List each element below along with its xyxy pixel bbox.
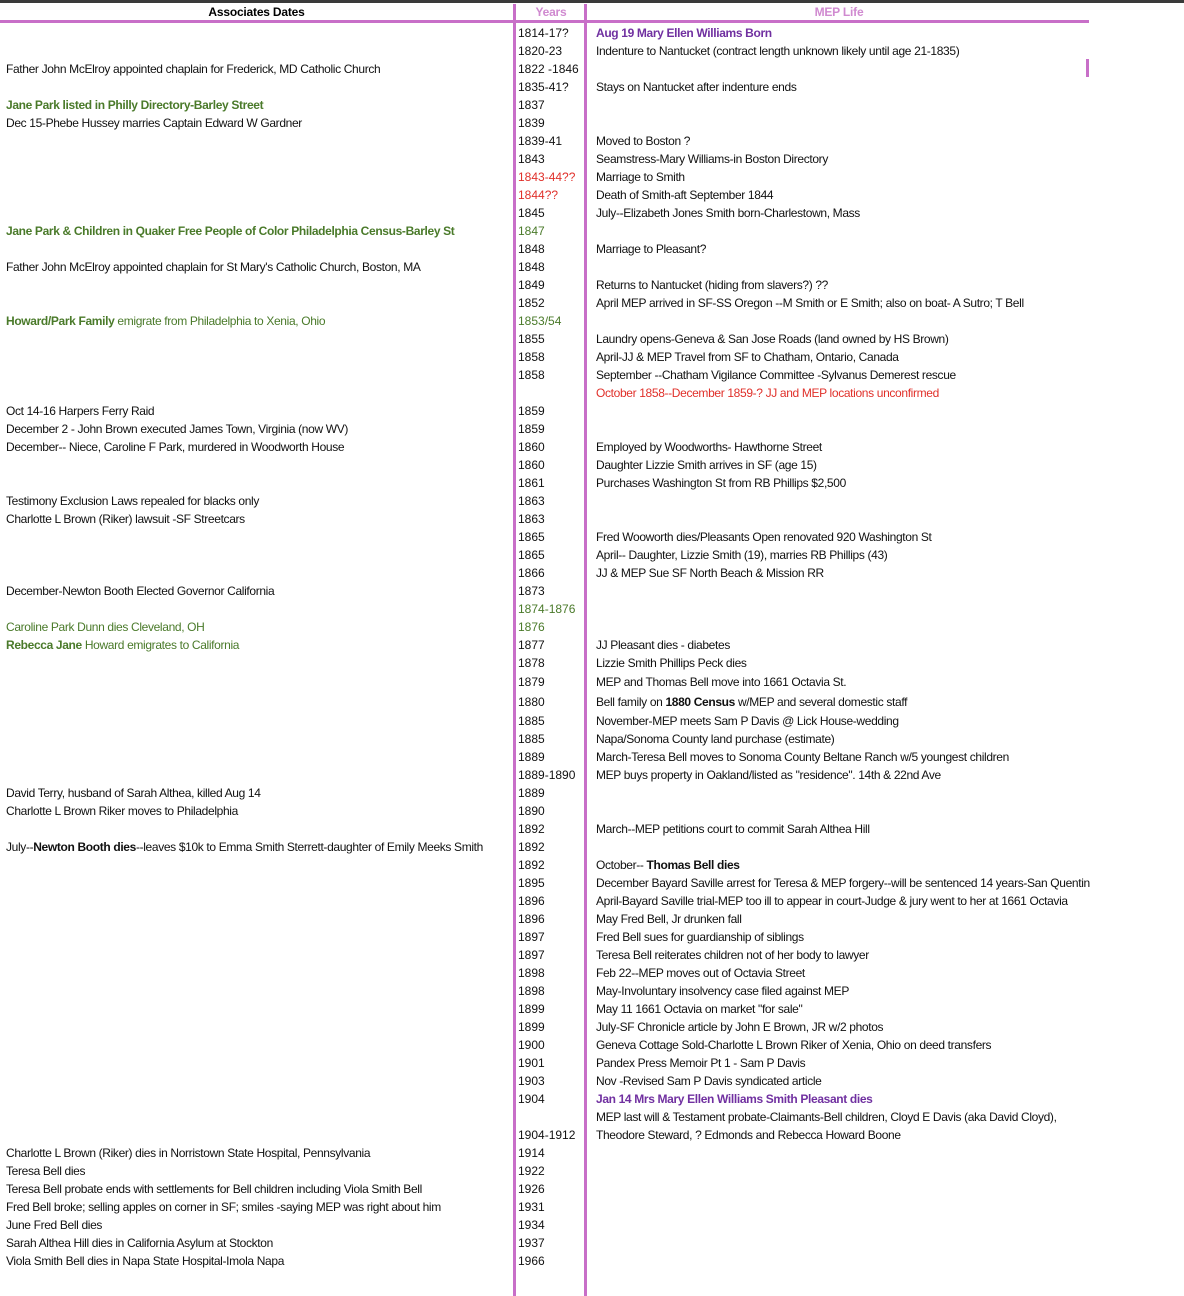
year-cell[interactable]: 1892 xyxy=(518,858,545,872)
associates-cell[interactable] xyxy=(6,1216,513,1234)
associates-cell-text: December-- Niece, Caroline F Park, murdered in Woodworth House xyxy=(6,440,345,454)
table-row xyxy=(0,96,1184,114)
mep-life-cell[interactable] xyxy=(596,438,1181,456)
associates-cell[interactable] xyxy=(6,802,513,820)
mep-life-cell[interactable] xyxy=(596,294,1181,312)
table-row xyxy=(0,712,1184,730)
table-row xyxy=(0,692,1184,712)
mep-life-cell-text: Nov -Revised Sam P Davis syndicated article xyxy=(596,1074,822,1088)
year-cell[interactable]: 1848 xyxy=(518,260,545,274)
year-cell[interactable]: 1877 xyxy=(518,638,545,652)
associates-cell-text: Howard/Park Family xyxy=(6,314,115,328)
table-row xyxy=(0,1252,1184,1270)
associates-cell-text: Howard emigrates to California xyxy=(81,638,240,652)
mep-life-cell-text: March-Teresa Bell moves to Sonoma County Beltane Ranch w/5 youngest children xyxy=(596,750,1009,764)
mep-life-cell[interactable] xyxy=(596,820,1181,838)
mep-life-cell-text: Napa/Sonoma County land purchase (estimate) xyxy=(596,732,835,746)
associates-cell-text: Rebecca Jane xyxy=(6,638,82,652)
table-row xyxy=(0,946,1184,964)
table-row xyxy=(0,330,1184,348)
mep-life-cell[interactable] xyxy=(596,856,1181,874)
year-cell[interactable]: 1839-41 xyxy=(518,134,563,148)
table-row xyxy=(0,312,1184,330)
mep-life-cell[interactable] xyxy=(596,204,1181,222)
associates-cell-text: Jane Park & Children in Quaker Free People of Color Philadelphia Census-Barley St xyxy=(6,224,455,238)
associates-cell[interactable] xyxy=(6,1252,513,1270)
mep-life-cell-text: JJ Pleasant dies - diabetes xyxy=(596,638,730,652)
mep-life-cell[interactable] xyxy=(596,366,1181,384)
year-cell[interactable]: 1898 xyxy=(518,966,545,980)
mep-life-cell-text: MEP last will & Testament probate-Claimants-Bell children, Cloyd E Davis (aka David Cloyd), Theodore Steward, ? Edmonds and Rebecca Howard Boone xyxy=(596,1110,1057,1142)
mep-life-cell[interactable] xyxy=(596,1036,1181,1054)
header-mep-life[interactable]: MEP Life xyxy=(814,5,864,19)
mep-life-cell-text: Marriage to Smith xyxy=(596,170,685,184)
year-cell[interactable]: 1843 xyxy=(518,152,545,166)
table-row xyxy=(0,258,1184,276)
year-cell[interactable]: 1896 xyxy=(518,912,545,926)
year-cell[interactable]: 1895 xyxy=(518,876,545,890)
mep-life-cell-text: Thomas Bell dies xyxy=(646,858,740,872)
table-row xyxy=(0,384,1184,402)
mep-life-cell[interactable] xyxy=(596,1054,1181,1072)
associates-cell-text: December-Newton Booth Elected Governor California xyxy=(6,584,275,598)
mep-life-cell-text: Indenture to Nantucket (contract length unknown likely until age 21-1835) xyxy=(596,44,960,58)
year-cell[interactable]: 1859 xyxy=(518,404,545,418)
table-row xyxy=(0,928,1184,946)
year-cell[interactable]: 1880 xyxy=(518,695,545,709)
year-cell[interactable]: 1892 xyxy=(518,840,545,854)
mep-life-cell[interactable] xyxy=(596,546,1181,564)
associates-cell[interactable] xyxy=(6,784,513,802)
mep-life-cell-text: Death of Smith-aft September 1844 xyxy=(596,188,774,202)
mep-life-cell-text: w/MEP and several domestic staff xyxy=(734,695,908,709)
mep-life-cell-text: JJ & MEP Sue SF North Beach & Mission RR xyxy=(596,566,824,580)
mep-life-cell[interactable] xyxy=(596,78,1181,96)
table-row xyxy=(0,60,1184,78)
associates-cell-text: --leaves $10k to Emma Smith Sterrett-daughter of Emily Meeks Smith xyxy=(135,840,483,854)
mep-life-cell-text: April-Bayard Saville trial-MEP too ill to appear in court-Judge & jury went to her at 1661 Octavia xyxy=(596,894,1068,908)
year-cell[interactable]: 1849 xyxy=(518,278,545,292)
table-row xyxy=(0,1072,1184,1090)
mep-life-cell-text: 1880 Census xyxy=(665,695,735,709)
associates-cell-text: Sarah Althea Hill dies in California Asylum at Stockton xyxy=(6,1236,273,1250)
associates-cell-text: Teresa Bell probate ends with settlements for Bell children including Viola Smith Bell xyxy=(6,1182,422,1196)
year-cell[interactable]: 1860 xyxy=(518,458,545,472)
table-row xyxy=(0,240,1184,258)
mep-life-cell-text: Stays on Nantucket after indenture ends xyxy=(596,80,797,94)
table-row xyxy=(0,672,1184,692)
mep-life-cell-text: Marriage to Pleasant? xyxy=(596,242,707,256)
table-row xyxy=(0,582,1184,600)
year-cell[interactable]: 1896 xyxy=(518,894,545,908)
associates-cell[interactable] xyxy=(6,114,513,132)
associates-cell[interactable] xyxy=(6,312,513,330)
mep-life-cell-text: April-JJ & MEP Travel from SF to Chatham, Ontario, Canada xyxy=(596,350,899,364)
table-row xyxy=(0,1216,1184,1234)
timeline-table xyxy=(0,24,1184,1270)
year-cell[interactable]: 1820-23 xyxy=(518,44,563,58)
table-row xyxy=(0,802,1184,820)
year-cell[interactable]: 1874-1876 xyxy=(518,602,576,616)
associates-cell[interactable] xyxy=(6,1234,513,1252)
year-cell[interactable]: 1885 xyxy=(518,714,545,728)
table-row xyxy=(0,366,1184,384)
mep-life-cell-text: September --Chatham Vigilance Committee -Sylvanus Demerest rescue xyxy=(596,368,956,382)
table-row xyxy=(0,456,1184,474)
year-cell[interactable]: 1903 xyxy=(518,1074,545,1088)
mep-life-cell[interactable] xyxy=(596,330,1181,348)
year-cell[interactable]: 1858 xyxy=(518,368,545,382)
year-cell[interactable]: 1845 xyxy=(518,206,545,220)
table-row xyxy=(0,438,1184,456)
mep-life-cell-text: Teresa Bell reiterates children not of her body to lawyer xyxy=(596,948,869,962)
year-cell[interactable]: 1914 xyxy=(518,1146,545,1160)
table-row xyxy=(0,42,1184,60)
year-cell[interactable]: 1878 xyxy=(518,656,545,670)
mep-life-cell-text: Geneva Cottage Sold-Charlotte L Brown Riker of Xenia, Ohio on deed transfers xyxy=(596,1038,992,1052)
associates-cell-text: Father John McElroy appointed chaplain for Frederick, MD Catholic Church xyxy=(6,62,381,76)
mep-life-cell-text: October 1858--December 1859-? JJ and MEP locations unconfirmed xyxy=(596,386,939,400)
mep-life-cell-text: Returns to Nantucket (hiding from slavers?) ?? xyxy=(596,278,829,292)
year-cell[interactable]: 1837 xyxy=(518,98,545,112)
mep-life-cell[interactable] xyxy=(596,766,1181,784)
year-cell[interactable]: 1889 xyxy=(518,786,545,800)
associates-cell[interactable] xyxy=(6,636,513,654)
mep-life-cell-text: Fred Bell sues for guardianship of siblings xyxy=(596,930,804,944)
table-row xyxy=(0,204,1184,222)
year-cell[interactable]: 1843-44?? xyxy=(518,170,576,184)
associates-cell-text: July-- xyxy=(6,840,34,854)
table-row xyxy=(0,24,1184,42)
table-row xyxy=(0,186,1184,204)
mep-life-cell-text: December Bayard Saville arrest for Teresa & MEP forgery--will be sentenced 14 years-San Quentin xyxy=(596,876,1090,890)
mep-life-cell[interactable] xyxy=(596,692,1181,712)
associates-cell[interactable] xyxy=(6,1180,513,1198)
table-row xyxy=(0,402,1184,420)
mep-life-cell[interactable] xyxy=(596,168,1181,186)
table-row xyxy=(0,964,1184,982)
year-cell[interactable]: 1860 xyxy=(518,440,545,454)
associates-cell[interactable] xyxy=(6,1162,513,1180)
table-row xyxy=(0,654,1184,672)
year-cell[interactable]: 1922 xyxy=(518,1164,545,1178)
year-cell[interactable]: 1890 xyxy=(518,804,545,818)
mep-life-cell-text: MEP and Thomas Bell move into 1661 Octavia St. xyxy=(596,675,847,689)
table-row xyxy=(0,1234,1184,1252)
year-cell[interactable]: 1904 xyxy=(518,1092,545,1106)
mep-life-cell[interactable] xyxy=(596,928,1181,946)
mep-life-cell[interactable] xyxy=(596,474,1181,492)
table-row xyxy=(0,78,1184,96)
mep-life-cell-text: Feb 22--MEP moves out of Octavia Street xyxy=(596,966,805,980)
table-row xyxy=(0,168,1184,186)
table-row xyxy=(0,730,1184,748)
mep-life-cell-text: May-Involuntary insolvency case filed against MEP xyxy=(596,984,849,998)
table-row xyxy=(0,114,1184,132)
associates-cell-text: Caroline Park Dunn dies Cleveland, OH xyxy=(6,620,205,634)
table-row xyxy=(0,618,1184,636)
year-cell[interactable]: 1899 xyxy=(518,1002,545,1016)
mep-life-cell[interactable] xyxy=(596,276,1181,294)
mep-life-cell-text: May 11 1661 Octavia on market "for sale" xyxy=(596,1002,803,1016)
year-cell[interactable]: 1889-1890 xyxy=(518,768,576,782)
mep-life-cell-text: July-SF Chronicle article by John E Brown, JR w/2 photos xyxy=(596,1020,884,1034)
mep-life-cell-text: April MEP arrived in SF-SS Oregon --M Smith or E Smith; also on boat- A Sutro; T Bell xyxy=(596,296,1024,310)
table-row xyxy=(0,1108,1184,1144)
table-row xyxy=(0,1162,1184,1180)
mep-life-cell-text: Lizzie Smith Phillips Peck dies xyxy=(596,656,747,670)
header-years[interactable]: Years xyxy=(535,5,567,19)
mep-life-cell[interactable] xyxy=(596,654,1181,672)
year-cell[interactable]: 1861 xyxy=(518,476,545,490)
table-row xyxy=(0,564,1184,582)
associates-cell[interactable] xyxy=(6,420,513,438)
table-row xyxy=(0,348,1184,366)
table-row xyxy=(0,1090,1184,1108)
mep-life-cell-text: Bell family on xyxy=(596,695,666,709)
year-cell[interactable]: 1822 -1846 xyxy=(518,62,579,76)
mep-life-cell-text: April-- Daughter, Lizzie Smith (19), marries RB Phillips (43) xyxy=(596,548,888,562)
year-cell[interactable]: 1855 xyxy=(518,332,545,346)
associates-cell-text: Dec 15-Phebe Hussey marries Captain Edward W Gardner xyxy=(6,116,302,130)
mep-life-cell[interactable] xyxy=(596,946,1181,964)
year-cell[interactable]: 1937 xyxy=(518,1236,545,1250)
table-row xyxy=(0,784,1184,802)
mep-life-cell-text: March--MEP petitions court to commit Sarah Althea Hill xyxy=(596,822,870,836)
mep-life-cell[interactable] xyxy=(596,730,1181,748)
mep-life-cell[interactable] xyxy=(596,132,1181,150)
mep-life-cell[interactable] xyxy=(596,672,1181,692)
mep-life-cell-text: Aug 19 Mary Ellen Williams Born xyxy=(596,26,772,40)
associates-cell-text: June Fred Bell dies xyxy=(6,1218,103,1232)
table-row xyxy=(0,856,1184,874)
table-row xyxy=(0,528,1184,546)
mep-life-cell[interactable] xyxy=(596,1018,1181,1036)
year-cell[interactable]: 1863 xyxy=(518,494,545,508)
mep-life-cell[interactable] xyxy=(596,528,1181,546)
table-row xyxy=(0,1000,1184,1018)
mep-life-cell-text: Moved to Boston ? xyxy=(596,134,691,148)
table-row xyxy=(0,132,1184,150)
table-row xyxy=(0,1144,1184,1162)
mep-life-cell[interactable] xyxy=(596,748,1181,766)
year-cell[interactable]: 1873 xyxy=(518,584,545,598)
mep-life-cell[interactable] xyxy=(596,240,1181,258)
year-cell[interactable]: 1876 xyxy=(518,620,545,634)
mep-life-cell[interactable] xyxy=(596,348,1181,366)
year-cell[interactable]: 1889 xyxy=(518,750,545,764)
mep-life-cell[interactable] xyxy=(596,1072,1181,1090)
table-row xyxy=(0,892,1184,910)
year-cell[interactable]: 1814-17? xyxy=(518,26,569,40)
mep-life-cell-text: Laundry opens-Geneva & San Jose Roads (land owned by HS Brown) xyxy=(596,332,949,346)
mep-life-cell[interactable] xyxy=(596,964,1181,982)
mep-life-cell-text: Seamstress-Mary Williams-in Boston Directory xyxy=(596,152,828,166)
table-row xyxy=(0,1036,1184,1054)
associates-cell[interactable] xyxy=(6,60,513,78)
header-associates-dates[interactable]: Associates Dates xyxy=(208,5,305,19)
associates-cell[interactable] xyxy=(6,402,513,420)
associates-cell[interactable] xyxy=(6,582,513,600)
mep-life-cell-text: Jan 14 Mrs Mary Ellen Williams Smith Pleasant dies xyxy=(596,1092,873,1106)
table-row xyxy=(0,1180,1184,1198)
associates-cell[interactable] xyxy=(6,492,513,510)
table-row xyxy=(0,546,1184,564)
associates-cell-text: David Terry, husband of Sarah Althea, killed Aug 14 xyxy=(6,786,261,800)
associates-cell[interactable] xyxy=(6,96,513,114)
year-cell[interactable]: 1900 xyxy=(518,1038,545,1052)
mep-life-cell[interactable] xyxy=(596,456,1181,474)
mep-life-cell-text: November-MEP meets Sam P Davis @ Lick House-wedding xyxy=(596,714,899,728)
year-cell[interactable]: 1865 xyxy=(518,530,545,544)
year-cell[interactable]: 1904-1912 xyxy=(518,1128,576,1142)
mep-life-cell[interactable] xyxy=(596,150,1181,168)
associates-cell-text: Jane Park listed in Philly Directory-Barley Street xyxy=(6,98,264,112)
year-cell[interactable]: 1866 xyxy=(518,566,545,580)
associates-cell[interactable] xyxy=(6,1144,513,1162)
mep-life-cell[interactable] xyxy=(596,384,1181,402)
mep-life-cell-text: July--Elizabeth Jones Smith born-Charlestown, Mass xyxy=(596,206,860,220)
mep-life-cell-text: MEP buys property in Oakland/listed as "residence". 14th & 22nd Ave xyxy=(596,768,941,782)
mep-life-cell-text: Employed by Woodworths- Hawthorne Street xyxy=(596,440,822,454)
table-row xyxy=(0,874,1184,892)
associates-cell[interactable] xyxy=(6,222,513,240)
table-row xyxy=(0,222,1184,240)
year-cell[interactable]: 1898 xyxy=(518,984,545,998)
associates-cell[interactable] xyxy=(6,838,513,856)
associates-cell[interactable] xyxy=(6,258,513,276)
table-row xyxy=(0,636,1184,654)
table-row xyxy=(0,766,1184,784)
year-cell[interactable]: 1853/54 xyxy=(518,314,562,328)
table-row xyxy=(0,294,1184,312)
mep-life-cell[interactable] xyxy=(596,186,1181,204)
mep-life-cell[interactable] xyxy=(596,42,1181,60)
year-cell[interactable]: 1879 xyxy=(518,675,545,689)
associates-cell-text: Testimony Exclusion Laws repealed for blacks only xyxy=(6,494,259,508)
associates-cell-text: Fred Bell broke; selling apples on corner in SF; smiles -saying MEP was right about him xyxy=(6,1200,441,1214)
table-row xyxy=(0,600,1184,618)
mep-life-cell[interactable] xyxy=(596,712,1181,730)
year-cell[interactable]: 1858 xyxy=(518,350,545,364)
mep-life-cell-text: Purchases Washington St from RB Phillips $2,500 xyxy=(596,476,846,490)
mep-life-cell[interactable] xyxy=(596,1090,1181,1108)
table-row xyxy=(0,1198,1184,1216)
year-cell[interactable]: 1859 xyxy=(518,422,545,436)
year-cell[interactable]: 1897 xyxy=(518,948,545,962)
mep-life-cell[interactable] xyxy=(596,874,1181,892)
associates-cell-text: December 2 - John Brown executed James Town, Virginia (now WV) xyxy=(6,422,349,436)
year-cell[interactable]: 1926 xyxy=(518,1182,545,1196)
associates-cell[interactable] xyxy=(6,1198,513,1216)
mep-life-cell-text: October-- xyxy=(596,858,647,872)
mep-life-cell-text: May Fred Bell, Jr drunken fall xyxy=(596,912,742,926)
table-row xyxy=(0,492,1184,510)
associates-cell-text: Father John McElroy appointed chaplain for St Mary's Catholic Church, Boston, MA xyxy=(6,260,421,274)
associates-cell-text: Newton Booth dies xyxy=(33,840,136,854)
table-row xyxy=(0,420,1184,438)
year-cell[interactable]: 1844?? xyxy=(518,188,559,202)
associates-cell-text: Charlotte L Brown Riker moves to Philadelphia xyxy=(6,804,238,818)
header-divider xyxy=(0,20,1089,23)
year-cell[interactable]: 1892 xyxy=(518,822,545,836)
mep-life-cell[interactable] xyxy=(596,892,1181,910)
mep-life-cell[interactable] xyxy=(596,1108,1066,1144)
mep-life-cell[interactable] xyxy=(596,910,1181,928)
associates-cell-text: Charlotte L Brown (Riker) dies in Norristown State Hospital, Pennsylvania xyxy=(6,1146,371,1160)
year-cell[interactable]: 1897 xyxy=(518,930,545,944)
year-cell[interactable]: 1966 xyxy=(518,1254,545,1268)
table-row xyxy=(0,838,1184,856)
associates-cell-text: Viola Smith Bell dies in Napa State Hospital-Imola Napa xyxy=(6,1254,285,1268)
mep-life-cell[interactable] xyxy=(596,24,1181,42)
mep-life-cell-text: Pandex Press Memoir Pt 1 - Sam P Davis xyxy=(596,1056,806,1070)
associates-cell[interactable] xyxy=(6,510,513,528)
table-row xyxy=(0,510,1184,528)
mep-life-cell[interactable] xyxy=(596,636,1181,654)
year-cell[interactable]: 1934 xyxy=(518,1218,545,1232)
table-row xyxy=(0,150,1184,168)
year-cell[interactable]: 1847 xyxy=(518,224,545,238)
table-row xyxy=(0,1054,1184,1072)
year-cell[interactable]: 1863 xyxy=(518,512,545,526)
associates-cell[interactable] xyxy=(6,438,513,456)
year-cell[interactable]: 1899 xyxy=(518,1020,545,1034)
table-row xyxy=(0,820,1184,838)
mep-life-cell[interactable] xyxy=(596,564,1181,582)
year-cell[interactable]: 1835-41? xyxy=(518,80,569,94)
table-row xyxy=(0,982,1184,1000)
mep-life-cell[interactable] xyxy=(596,1000,1181,1018)
associates-cell-text: Oct 14-16 Harpers Ferry Raid xyxy=(6,404,155,418)
associates-cell-text: Charlotte L Brown (Riker) lawsuit -SF Streetcars xyxy=(6,512,245,526)
mep-life-cell-text: Daughter Lizzie Smith arrives in SF (age 15) xyxy=(596,458,817,472)
table-row xyxy=(0,910,1184,928)
table-row xyxy=(0,1018,1184,1036)
mep-life-cell[interactable] xyxy=(596,982,1181,1000)
year-cell[interactable]: 1848 xyxy=(518,242,545,256)
table-row xyxy=(0,474,1184,492)
associates-cell[interactable] xyxy=(6,618,513,636)
table-row xyxy=(0,276,1184,294)
associates-cell-text: Teresa Bell dies xyxy=(6,1164,86,1178)
top-border xyxy=(0,0,1184,3)
mep-life-cell-text: Fred Wooworth dies/Pleasants Open renovated 920 Washington St xyxy=(596,530,932,544)
year-cell[interactable]: 1885 xyxy=(518,732,545,746)
year-cell[interactable]: 1901 xyxy=(518,1056,545,1070)
table-row xyxy=(0,748,1184,766)
year-cell[interactable]: 1852 xyxy=(518,296,545,310)
associates-cell-text: emigrate from Philadelphia to Xenia, Ohio xyxy=(114,314,326,328)
year-cell[interactable]: 1865 xyxy=(518,548,545,562)
year-cell[interactable]: 1839 xyxy=(518,116,545,130)
year-cell[interactable]: 1931 xyxy=(518,1200,545,1214)
